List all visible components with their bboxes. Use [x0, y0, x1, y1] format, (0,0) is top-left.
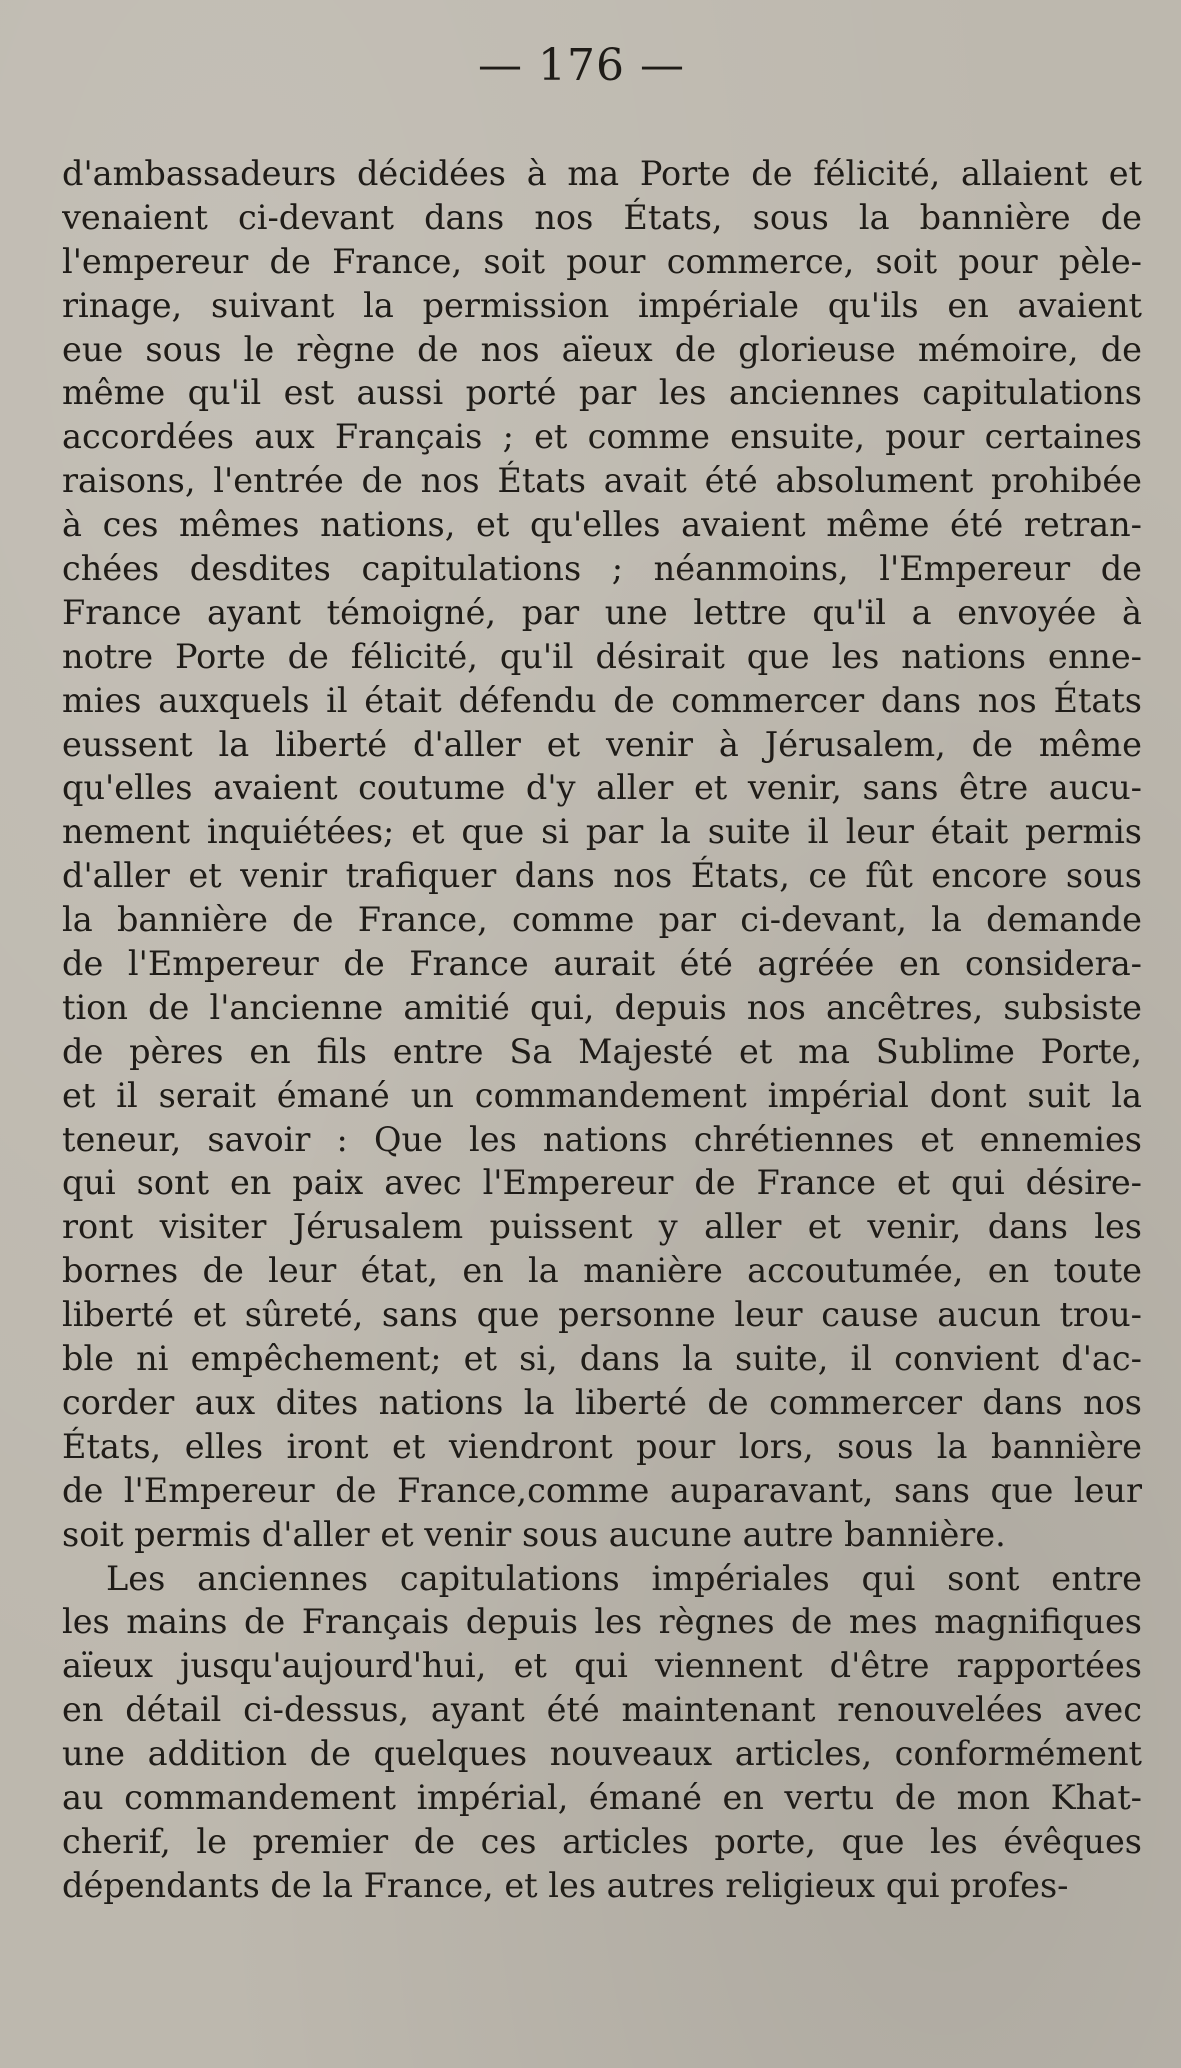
text-line: d'aller et venir trafiquer dans nos États, ce fût encore sous — [62, 856, 1142, 896]
text-line: dépendants de la France, et les autres religieux qui profes- — [62, 1865, 1069, 1905]
text-line: soit permis d'aller et venir sous aucune autre bannière. — [62, 1514, 1006, 1554]
text-line: mies auxquels il était défendu de commercer dans nos États — [62, 680, 1142, 720]
text-line: l'empereur de France, soit pour commerce, soit pour pèle- — [62, 241, 1142, 281]
text-line: d'ambassadeurs décidées à ma Porte de félicité, allaient et — [62, 154, 1142, 193]
text-line: en détail ci-dessus, ayant été maintenant renouvelées avec — [62, 1690, 1142, 1730]
text-line: raisons, l'entrée de nos États avait été absolument prohibée — [62, 461, 1142, 501]
text-line: cherif, le premier de ces articles porte, que les évêques — [62, 1821, 1142, 1861]
text-line: aïeux jusqu'aujourd'hui, et qui viennent d'être rapportées — [62, 1646, 1142, 1686]
text-line: rinage, suivant la permission impériale qu'ils en avaient — [62, 285, 1142, 325]
body-text — [62, 152, 1142, 1908]
text-line: notre Porte de félicité, qu'il désirait que les nations enne- — [62, 636, 1142, 676]
text-line: États, elles iront et viendront pour lors, sous la bannière — [62, 1426, 1142, 1466]
text-line: qu'elles avaient coutume d'y aller et venir, sans être aucu- — [62, 768, 1142, 808]
text-line: chées desdites capitulations ; néanmoins, l'Empereur de — [62, 549, 1142, 589]
text-line: ble ni empêchement; et si, dans la suite, il convient d'ac- — [62, 1339, 1142, 1379]
text-line: bornes de leur état, en la manière accoutumée, en toute — [62, 1251, 1142, 1291]
paragraph-2 — [62, 1557, 1142, 1908]
text-line: liberté et sûreté, sans que personne leur cause aucun trou- — [62, 1295, 1142, 1335]
text-line: les mains de Français depuis les règnes de mes magnifiques — [62, 1602, 1142, 1642]
text-line: France ayant témoigné, par une lettre qu'il a envoyée à — [62, 592, 1142, 632]
text-line: de l'Empereur de France,comme auparavant, sans que leur — [62, 1470, 1142, 1510]
text-line: de pères en fils entre Sa Majesté et ma Sublime Porte, — [62, 1031, 1142, 1071]
text-line: nement inquiétées; et que si par la suite il leur était permis — [62, 812, 1142, 852]
text-line: accordées aux Français ; et comme ensuite, pour certaines — [62, 417, 1142, 457]
page-number: — 176 — — [478, 40, 685, 91]
text-line: corder aux dites nations la liberté de commercer dans nos — [62, 1382, 1142, 1422]
text-line: teneur, savoir : Que les nations chrétiennes et ennemies — [62, 1119, 1142, 1159]
text-line: au commandement impérial, émané en vertu de mon Khat- — [62, 1777, 1142, 1817]
text-line: tion de l'ancienne amitié qui, depuis nos ancêtres, subsiste — [62, 987, 1142, 1027]
text-line: une addition de quelques nouveaux articles, conformément — [62, 1734, 1142, 1774]
text-line: qui sont en paix avec l'Empereur de France et qui désire- — [62, 1163, 1142, 1203]
text-line: eussent la liberté d'aller et venir à Jérusalem, de même — [62, 724, 1142, 764]
text-line: la bannière de France, comme par ci-devant, la demande — [62, 900, 1142, 940]
text-line: à ces mêmes nations, et qu'elles avaient même été retran- — [62, 505, 1142, 545]
paragraph-1 — [62, 152, 1142, 1557]
text-line: et il serait émané un commandement impérial dont suit la — [62, 1075, 1142, 1115]
text-line: venaient ci-devant dans nos États, sous la bannière de — [62, 197, 1142, 237]
text-line: Les anciennes capitulations impériales qui sont entre — [106, 1558, 1142, 1598]
text-line: de l'Empereur de France aurait été agréée en considera- — [62, 944, 1142, 984]
text-line: eue sous le règne de nos aïeux de glorieuse mémoire, de — [62, 329, 1142, 369]
text-line: ront visiter Jérusalem puissent y aller et venir, dans les — [62, 1207, 1142, 1247]
text-line: même qu'il est aussi porté par les anciennes capitulations — [62, 373, 1142, 413]
